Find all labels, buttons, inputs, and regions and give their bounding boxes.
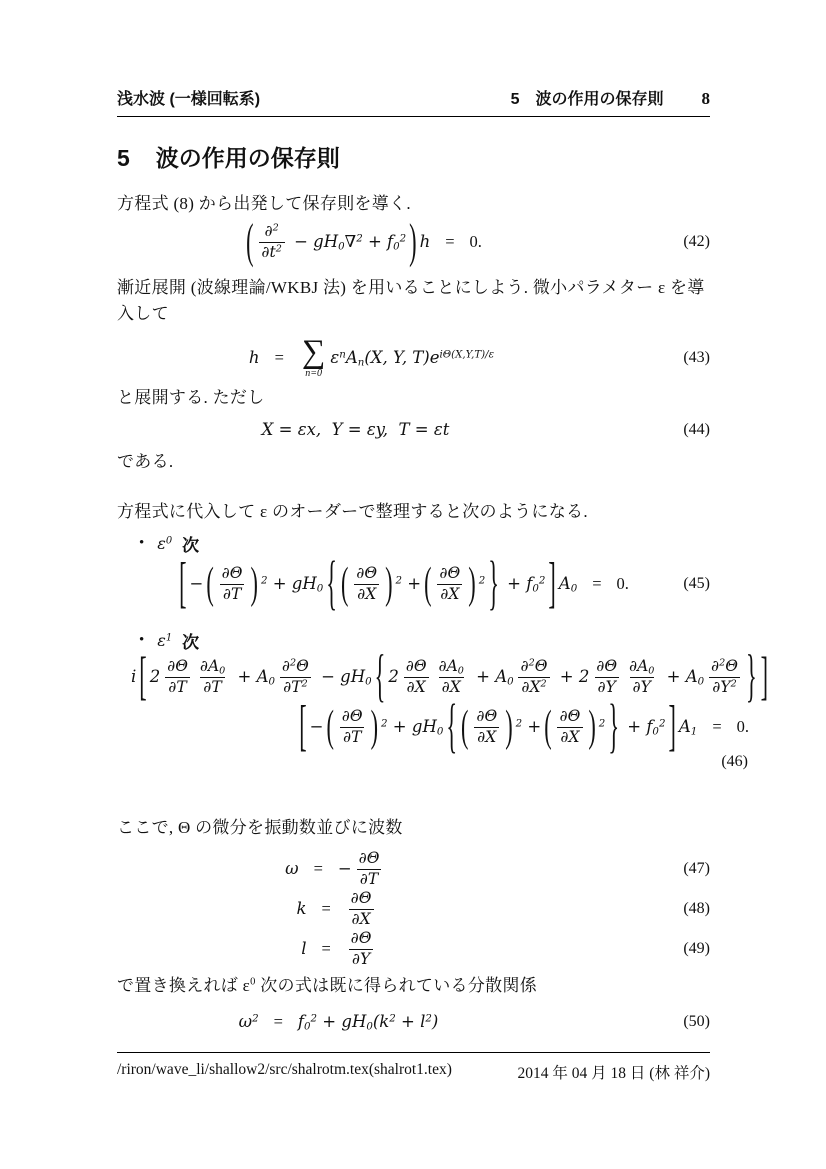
bullet-icon: • [139, 535, 145, 551]
header-document-title: 浅水波 (一様回転系) [117, 91, 261, 108]
equation-45-number: (45) [683, 575, 710, 592]
equation-42 [117, 212, 710, 268]
paragraph-substitute: 方程式に代入して ε のオーダーで整理すると次のようになる. [117, 502, 588, 521]
header-right [511, 86, 710, 109]
bullet-eps1-symbol: $\varepsilon^1$ [157, 630, 173, 650]
equation-50-body: $\omega^2$ = $f_0^2 + gH_0(k^2 + l^2)$ [238, 1012, 439, 1033]
paragraph-dispersion [117, 973, 710, 999]
paragraph-intro: 方程式 (8) から出発して保存則を導く. [117, 194, 411, 213]
equation-47-number: (47) [683, 860, 710, 877]
equation-44 [117, 415, 710, 445]
equation-46-line2-body: [ − ( $\frac{\partial\Theta}{\partial T}$ ) $^2 + gH_0$ { ( $\frac{\partial\Theta}{\partial X}$ ) $^2$ + ( $\frac{\partial\Theta}{\partial X}$ ) $^2$ } + $f_0^2$ ] $A_1$ = 0. [299, 690, 749, 759]
equation-47-body: ω = − $\frac{\partial\Theta}{\partial T}$ [285, 848, 380, 888]
section-title-text: 波の作用の保存則 [155, 145, 340, 171]
paragraph-wkbj: 漸近展開 (波線理論/WKBJ 法) を用いることにしよう. 微小パラメター ε を導入して [117, 278, 705, 323]
section-title [117, 143, 710, 173]
equation-43-body: h = ∑ n=0 $\varepsilon^nA_n(X$, Y, $T)e^{i\Theta(X,Y,T)/\varepsilon}$ [248, 333, 495, 380]
page-number: 8 [701, 89, 710, 108]
equation-42-number: (42) [683, 233, 710, 250]
equation-43 [117, 331, 710, 385]
section-number: 5 [117, 145, 130, 171]
equation-48-body: k = $\frac{\partial\Theta}{\partial X}$ [289, 890, 377, 929]
footer-source-path: /riron/wave_li/shallow2/src/shalrotm.tex(shalrot1.tex) [117, 1061, 452, 1078]
bullet-eps1-order [139, 628, 710, 653]
equation-49-number: (49) [683, 940, 710, 957]
paragraph-frequency-wavenumber: ここで, Θ の微分を振動数並びに波数 [117, 818, 403, 837]
paragraph-dispersion-post: 次の式は既に得られている分散関係 [255, 976, 538, 995]
equation-44-body: X = εx, Y = εy, T = εt [261, 420, 450, 440]
page-footer [117, 1052, 710, 1083]
equation-46-line1-body: i [ 2 $\frac{\partial\Theta}{\partial T}$ $\frac{\partial A_0}{\partial T}$ + $A_0$ $\frac{\partial^2\Theta}{\partial T^2}$ − $gH_0$ { 2 $\frac{\partial\Theta}{\partial X}$ $\frac{\partial A_0}{\partial X}$ + $A_0$ $\frac{\partial^2\Theta}{\partial X^2}$ + 2 $\frac{\partial\Theta}{\partial Y}$ $\frac{\partial A_0}{\partial Y}$ + $A_0$ $\frac{\partial^2\Theta}{\partial Y^2}$ } ] [131, 642, 769, 708]
equation-46-number: (46) [721, 753, 748, 770]
equation-49 [117, 929, 710, 969]
bullet-eps0-symbol: $\varepsilon^0$ [157, 533, 173, 553]
epsilon-exponent: 0 [250, 976, 256, 988]
paragraph-expand: と展開する. ただし [117, 388, 265, 407]
bullet-eps0-label: 次 [182, 536, 200, 555]
bullet-eps0-order [139, 531, 710, 556]
equation-48 [117, 889, 710, 929]
equation-46-line2 [117, 690, 750, 759]
equation-50 [117, 1005, 710, 1039]
paragraph-dearu: である. [117, 452, 174, 471]
equation-44-number: (44) [683, 421, 710, 438]
bullet-icon: • [139, 632, 145, 648]
footer-date-author: 2014 年 04 月 18 日 (林 祥介) [517, 1065, 710, 1082]
equation-48-number: (48) [683, 900, 710, 917]
equation-45-body: [ − ( $\frac{\partial\Theta}{\partial T}$ ) $^2 + gH_0$ { ( $\frac{\partial\Theta}{\partial X}$ ) $^2$ + ( $\frac{\partial\Theta}{\partial X}$ ) $^2$ } + $f_0^2$ ] $A_0$ = 0. [179, 547, 629, 616]
running-header [117, 86, 710, 117]
header-section-name: 5 波の作用の保存則 [510, 91, 664, 108]
paragraph-dispersion-pre: で置き換えれば ε [117, 976, 251, 995]
page-content [117, 86, 769, 1039]
equation-43-number: (43) [683, 349, 710, 366]
equation-42-body: ( $\frac{\partial^2}{\partial t^2}$ − $gH_0\nabla^2 + f_0^2$ ) h = 0. [246, 212, 482, 268]
equation-45 [117, 547, 710, 616]
equation-49-body: l = $\frac{\partial\Theta}{\partial Y}$ [301, 928, 372, 968]
bullet-eps1-label: 次 [182, 633, 200, 652]
equation-47 [117, 849, 710, 889]
equation-50-number: (50) [683, 1013, 710, 1030]
